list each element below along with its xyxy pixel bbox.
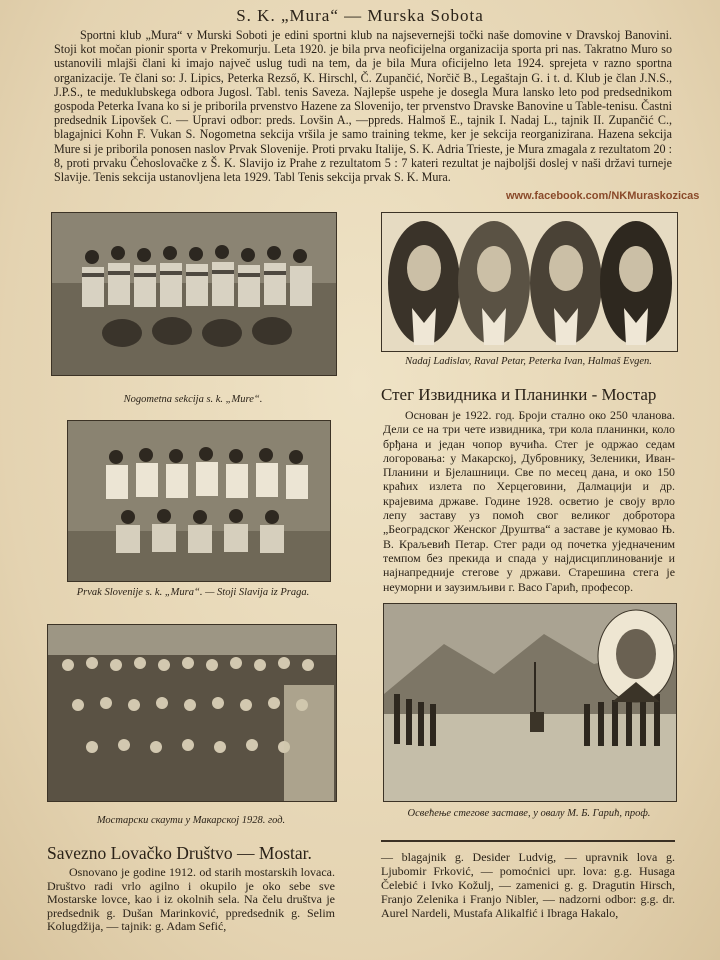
lovacko-text-left: Osnovano je godine 1912. od starih mostarskih lovaca. Društvo radi vrlo agilno i okupilo je oko sebe sve Mostarske lovce, kao i iz okolnih sela. Na čelu društva je predsednik g. Dušan Marinković, ppredsednik g. Selim Kolugdžija, — tajnik: g. Adam Sefić, [47,865,335,934]
hazena-caption: Prvak Slovenije s. k. „Mura“. — Stoji Slavija iz Praga. [76,587,310,598]
lovacko-article-right [381,850,675,920]
lovacko-article-left [47,866,335,934]
hazena-team-photo [67,420,331,582]
column-divider [381,840,675,842]
scouts-caption: Мостарски скаути у Макарској 1928. год. [96,815,286,826]
portraits-photo [381,212,678,352]
lovacko-text-right: — blagajnik g. Desider Ludvig, — upravnik lova g. Ljubomir Frković, — pomoćnici upr. lova: g.g. Husaga Čelebić i Ivko Kožulj, — zamenici g. g. Dragutin Hirsch, Franjo Zelenika i Franjo Nibler, — nadzorni odbor: g.g. dr. Aurel Nardeli, Mustafa Alikalfić i Ibraga Hakalo, [381,850,675,920]
flag-ceremony-photo [383,603,677,802]
four-portraits-picture [382,213,677,351]
steg-article [383,408,675,594]
flag-ceremony-picture [384,604,676,801]
football-team-picture [52,213,336,375]
hazena-team-picture [68,421,330,581]
portraits-caption: Nadaj Ladislav, Raval Petar, Peterka Ivan, Halmaš Evgen. [405,356,652,367]
lovacko-heading: Savezno Lovačko Društvo — Mostar. [47,843,312,863]
football-team-photo [51,212,337,376]
intro-article [54,28,672,184]
football-caption: Nogometna sekcija s. k. „Mure“. [123,394,263,405]
intro-text: Sportni klub „Mura“ v Murski Soboti je edini sportni klub na najsevernejši točki naše domovine v Dravskoj Banovini. Stoji kot močan pionir sporta v Prekomurju. Leta 1920. je bila prva neoficijelna organizacija sporta pri nas. Takratno Muro so ustanovili mlajši člani ki imajo največ uslug tudi na tem, da je bila Mura oficijelno leta 1924. sprejeta v razno sportna organizacije. Te člani so: J. Lipics, Peterka Rezső, K. Hirschl, Č. Zupančić, Norčič B., Legaštajn G. i t. d. Klub je član J.N.S., J.P.S., te meduklubskega odbora Jugosl. Tabl. tenis Saveza. Najlepše uspehe je dosegla Mura lansko leto pod predsednikom gospoda Peterka Ivana ko si je priborila prvenstvo Hazene za Slovenijo, ter prvenstvo Dravske Banovine u Table-tenisu. Častni predsednik Lipovšek C. — Upravi odbor: preds. Lovšin A., —ppreds. Halmoš E., tajnik I. Nadaj L., tajnik II. Zupančić C., blagajnici Kohn F. Vukan S. Nogometna sekcija vršila je samo training tekme, ker je sekcija reorganizirana. Hazena sekcija Mure si je priborila ponosen naslov Prvak Slovenije. Proti prvaku Italije, S. K. Adria Trieste, je Mura zmagala z rezultatom 20 : 8, proti prvaku Čehoslovačke z Š. K. Slavijo iz Prahe z rezultatom 5 : 7 kateri rezultat je najboljši doslej v naši državi turneje Slavije. Tenis sekcija ustanovljena leta 1929. Tabl Tenis sekcija prvak S. K. Mura. [54,28,672,185]
scouts-photo [47,624,337,802]
flag-caption: Освећење стегове заставе, у овалу М. Б. Гарић, проф. [407,808,651,819]
scouts-picture [48,625,336,801]
facebook-watermark: www.facebook.com/NKMuraskozicas [506,190,700,202]
steg-heading: Стег Извидника и Планинки - Мостар [381,385,657,404]
steg-text: Основан је 1922. год. Броји стално око 250 чланова. Дели се на три чете извидника, три кола планинки, коло брђана и један чопор вучића. Стег је одржао седам логоровања: у Макарској, Дубровнику, Зеленики, Иван-Планини и Бјелашници. Све по месец дана, и око 150 краћих излета по Херцеговини, Далмацији и др. крајевима државе. Године 1928. осветио је своју врло лепу заставу уз помоћ свог великог доброторa „Београдског Женског Друштва“ а заставе је кумовао Њ. В. Краљевић Петар. Стег ради од почетка уједначеним темпом без прекида и спада у најдисциплинованије и најнапредније стегове у држави. Старешина стега је неуморни и заузимљиви г. Васо Гарић, професор. [383,408,675,594]
page-title: S. K. „Mura“ — Murska Sobota [236,6,484,25]
